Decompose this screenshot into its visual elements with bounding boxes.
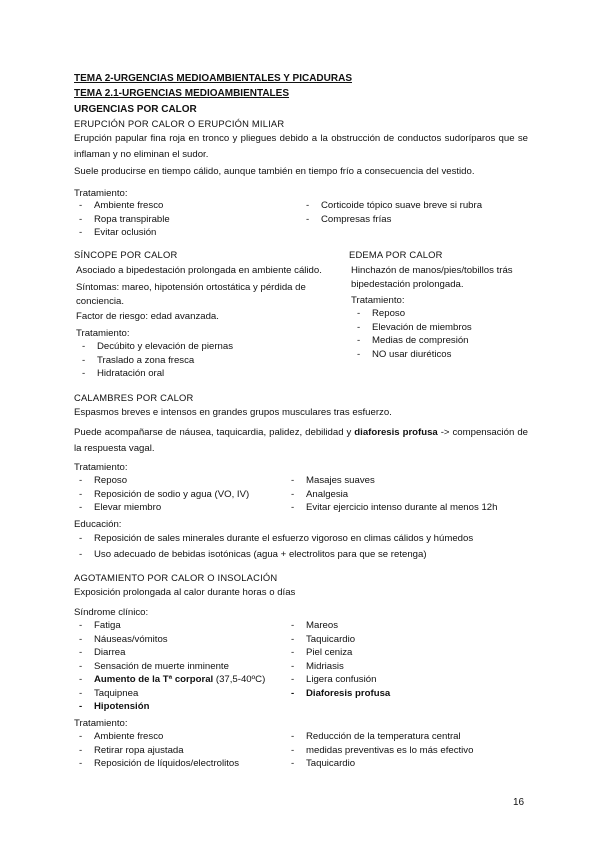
edema-treatment-list [352, 307, 472, 361]
erupcion-tratamiento-label: Tratamiento: [74, 188, 128, 199]
list-item: - Mareos [286, 619, 390, 633]
list-item: - Compresas frías [301, 213, 482, 227]
list-item: - Reposo [352, 307, 472, 321]
list-item: - Ambiente fresco [74, 730, 239, 744]
list-item: - Taquicardio [286, 633, 390, 647]
list-item: - Corticoide tópico suave breve si rubra [301, 199, 482, 213]
sincope-description: Asociado a bipedestación prolongada en ambiente cálido. [76, 265, 322, 276]
list-item: - Diarrea [74, 646, 265, 660]
list-item: - Piel ceniza [286, 646, 390, 660]
list-item: - Midriasis [286, 660, 390, 674]
list-item: - Ambiente fresco [74, 199, 170, 213]
list-item: - Uso adecuado de bebidas isotónicas (agua + electrolitos para que se retenga) [74, 547, 473, 563]
erupcion-treatment-list-left [74, 199, 170, 240]
heading-sincope: SÍNCOPE POR CALOR [74, 249, 178, 260]
list-item: - Náuseas/vómitos [74, 633, 265, 647]
list-item: - Fatiga [74, 619, 265, 633]
sincope-sintomas: Síntomas: mareo, hipotensión ortostática y pérdida de conciencia. [76, 282, 306, 307]
sincope-factor-riesgo: Factor de riesgo: edad avanzada. [76, 311, 219, 322]
list-item: - Reposición de líquidos/electrolitos [74, 757, 239, 771]
agotamiento-sindrome-list-left [74, 619, 265, 714]
list-item: - Hidratación oral [77, 367, 233, 381]
list-item: - Aumento de la Tª corporal (37,5-40ºC) [74, 673, 265, 687]
list-item: - Decúbito y elevación de piernas [77, 340, 233, 354]
calambres-treatment-list-right [286, 474, 497, 515]
erupcion-treatment-list-right [301, 199, 482, 226]
sincope-tratamiento-label: Tratamiento: [76, 328, 130, 339]
list-item: - Evitar oclusión [74, 226, 170, 240]
calambres-educacion-list [74, 531, 473, 563]
list-item: - Elevación de miembros [352, 321, 472, 335]
list-item: - Reposición de sodio y agua (VO, IV) [74, 488, 249, 502]
calambres-treatment-list-left [74, 474, 249, 515]
list-item: - Retirar ropa ajustada [74, 744, 239, 758]
erupcion-description: Erupción papular fina roja en tronco y pliegues debido a la obstrucción de conductos sudoríparos que se inflaman y no eliminan el sudor. [74, 133, 528, 160]
list-item: - Diaforesis profusa [286, 687, 390, 701]
list-item: - Evitar ejercicio intenso durante al menos 12h [286, 501, 497, 515]
heading-edema: EDEMA POR CALOR [349, 249, 443, 260]
agotamiento-treatment-list-left [74, 730, 239, 771]
list-item: - Taquicardio [286, 757, 473, 771]
agotamiento-sindrome-list-right [286, 619, 390, 700]
list-item: - Traslado a zona fresca [77, 354, 233, 368]
list-item: - Taquipnea [74, 687, 265, 701]
list-item: - Masajes suaves [286, 474, 497, 488]
edema-description: Hinchazón de manos/pies/tobillos trás bipedestación prolongada. [351, 265, 513, 290]
calambres-signos: Puede acompañarse de náusea, taquicardia, palidez, debilidad y diaforesis profusa -> compensación de la respuesta vagal. [74, 427, 528, 454]
calambres-tratamiento-label: Tratamiento: [74, 462, 128, 473]
title-tema-2-1: TEMA 2.1-URGENCIAS MEDIOAMBIENTALES [74, 88, 290, 99]
list-item: - Elevar miembro [74, 501, 249, 515]
heading-erupcion: ERUPCIÓN POR CALOR O ERUPCIÓN MILIAR [74, 118, 285, 129]
list-item: - medidas preventivas es lo más efectivo [286, 744, 473, 758]
agotamiento-sindrome-label: Síndrome clínico: [74, 607, 149, 618]
list-item: - Sensación de muerte inminente [74, 660, 265, 674]
title-urgencias-calor: URGENCIAS POR CALOR [74, 104, 197, 115]
list-item: - Reposición de sales minerales durante el esfuerzo vigoroso en climas cálidos y húmedos [74, 531, 473, 547]
list-item: - Reducción de la temperatura central [286, 730, 473, 744]
list-item: - Analgesia [286, 488, 497, 502]
list-item: - Ropa transpirable [74, 213, 170, 227]
diaforesis-profusa-text: diaforesis profusa [354, 427, 438, 438]
erupcion-note: Suele producirse en tiempo cálido, aunque también en tiempo frío a consecuencia del vestido. [74, 166, 475, 177]
edema-tratamiento-label: Tratamiento: [351, 295, 405, 306]
calambres-educacion-label: Educación: [74, 519, 122, 530]
list-item: - Hipotensión [74, 700, 265, 714]
heading-agotamiento: AGOTAMIENTO POR CALOR O INSOLACIÓN [74, 572, 278, 583]
agotamiento-description: Exposición prolongada al calor durante horas o días [74, 587, 296, 598]
heading-calambres: CALAMBRES POR CALOR [74, 392, 194, 403]
list-item: - Reposo [74, 474, 249, 488]
agotamiento-tratamiento-label: Tratamiento: [74, 718, 128, 729]
agotamiento-treatment-list-right [286, 730, 473, 771]
list-item: - NO usar diuréticos [352, 348, 472, 362]
page-number: 16 [513, 797, 525, 808]
sincope-treatment-list [77, 340, 233, 381]
title-tema-2: TEMA 2-URGENCIAS MEDIOAMBIENTALES Y PICADURAS [74, 73, 352, 84]
list-item: - Medias de compresión [352, 334, 472, 348]
calambres-description: Espasmos breves e intensos en grandes grupos musculares tras esfuerzo. [74, 407, 392, 418]
list-item: - Ligera confusión [286, 673, 390, 687]
